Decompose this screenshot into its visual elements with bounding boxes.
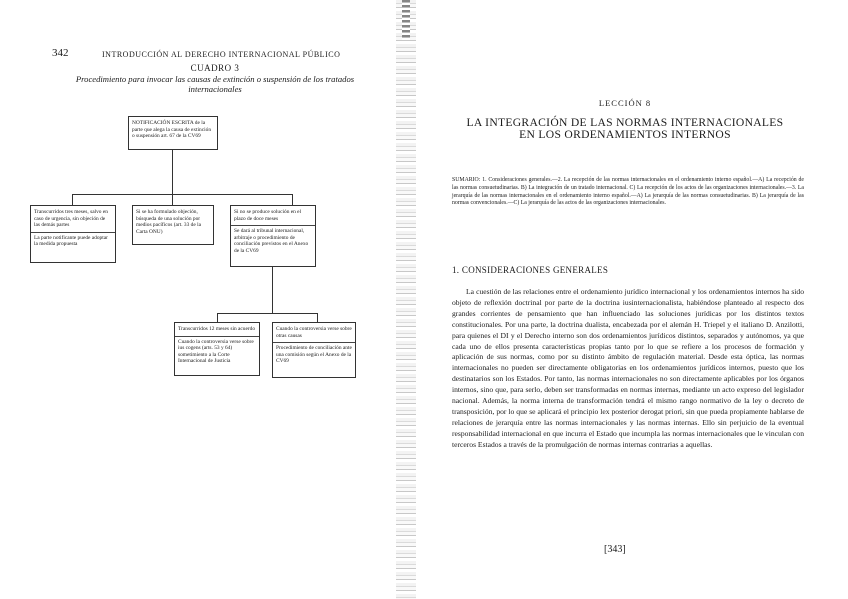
lesson-title: LA INTEGRACIÓN DE LAS NORMAS INTERNACIONALES EN LOS ORDENAMIENTOS INTERNOS [466,116,784,142]
body-text [452,287,804,451]
connector-left [72,194,73,205]
table-title: Procedimiento para invocar las causas de extinción o suspensión de los tratados internacionales [75,74,355,94]
flow-box-bottom-right-text-a: Cuando la controversia verse sobre otras causas [276,326,352,339]
right-page-number: [343] [604,544,626,555]
flow-root-box [128,116,218,150]
connector-right [292,194,293,205]
left-page-number: 342 [52,47,69,59]
connector-horizontal [72,194,292,195]
flow-box-left [30,205,116,263]
flow-box-mid [132,205,214,245]
lesson-label: LECCIÓN 8 [598,98,652,108]
body-paragraph: La cuestión de las relaciones entre el ordenamiento jurídico internacional y los ordenamientos internos ha sido objeto de reflexión doctrinal por parte de la doctrina iusinternacionalista, habiéndose planteado al respecto dos grandes corrientes de pensamiento que han influenciado las soluciones jurídicas por los distintos textos constitucionales. Por una parte, la doctrina dualista, encabezada por el alemán H. Triepel y el italiano D. Anzilotti, para quienes el DI y el Derecho interno son dos ordenamientos jurídicos distintos, separados y autónomos, ya que cada uno de ellos presenta características propias tanto por lo que se refiere a los procesos de formación y aplicación de sus normas, como por su distinto ámbito de regulación material. Desde esta óptica, las normas internacionales no pueden ser directamente obligatorias en los ordenamientos jurídicos internos, puesto que los destinatarios son los Estados. Por tanto, las normas internacionales no son directamente aplicables por los órganos internos, sino que, para serlo, deben ser transformadas en normas internas, mediante un acto expreso del legislador nacional. Además, la norma interna de transformación tendrá el mismo rango normativo de la ley o decreto de transposición, por lo que se aplicará el principio lex posterior derogat priori, sin que pueda propiamente hablarse de relaciones de jerarquía entre las normas internacionales y las normas internas. Ello sin perjuicio de la eventual responsabilidad internacional en que incurra el Estado que incumpla las normas internacionales que le vinculan con terceros Estados a través de la promulgación de normas internas contrarias a aquellas. [452,287,804,449]
connector-root [172,150,173,194]
left-page [0,0,400,599]
flow-box-left-text-a: Transcurridos tres meses, salvo en caso de urgencia, sin objeción de las demás partes [34,209,108,228]
flow-root-text: NOTIFICACIÓN ESCRITA de la parte que alega la causa de extinción o suspensión art. 67 de la CV69 [132,120,212,139]
flow-box-bottom-right [272,322,356,378]
flow-box-bottom-left-text-b: Cuando la controversia verse sobre ius cogens (arts. 53 y 64) sometimiento a la Corte Internacional de Justicia [178,338,254,364]
connector-lower-right [317,313,318,322]
sumario: SUMARIO: 1. Consideraciones generales.—2. La recepción de las normas internacionales en el ordenamiento interno español.—A) La recepción de las normas consuetudinarias. B) La integración de un tratado internacional. C) La recepción de los actos de las organizaciones internacionales.—3. La jerarquía de las normas internacionales en el ordenamiento interno español.—A) La jerarquía de las normas consuetudinarias. B) La jerarquía de las normas convencionales.—C) La jerarquía de las actos de las organizaciones internacionales. [452,177,804,207]
connector-lower-left [217,313,218,322]
section-heading: 1. CONSIDERACIONES GENERALES [452,265,609,275]
flow-box-mid-text: Si se ha formulado objeción, búsqueda de una solución por medios pacíficos (art. 33 de la Carta ONU) [136,209,201,235]
flow-box-right-text-b: Se dará al tribunal internacional, arbitraje o procedimiento de conciliación previstos en el Anexo de la CV69 [234,228,309,254]
flow-box-bottom-left-text-a: Transcurridos 12 meses sin acuerdo [178,326,256,332]
connector-lower [272,267,273,313]
flow-box-right [230,205,316,267]
connector-mid [172,194,173,205]
right-page [400,0,848,599]
flow-box-left-text-b: La parte notificante puede adoptar la medida propuesta [34,234,108,247]
connector-lower-horizontal [217,313,317,314]
table-label: CUADRO 3 [190,63,240,73]
running-head: INTRODUCCIÓN AL DERECHO INTERNACIONAL PÚBLICO [102,50,341,59]
flow-box-bottom-left [174,322,260,376]
flow-box-bottom-right-text-b: Procedimiento de conciliación ante una comisión según el Anexo de la CV69 [276,345,352,364]
flow-box-right-text-a: Si no se produce solución en el plazo de doce meses [234,209,302,222]
